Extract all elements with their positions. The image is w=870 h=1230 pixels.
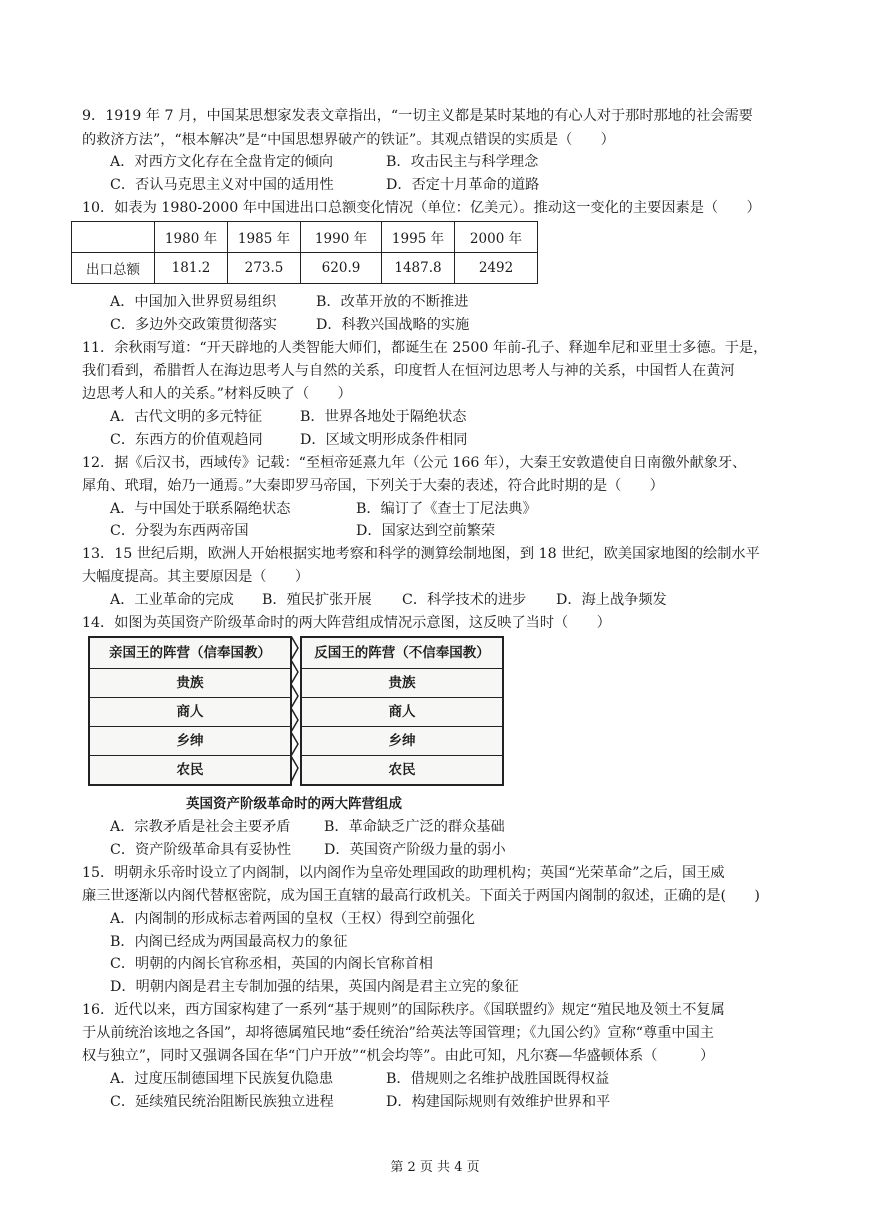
q14-option-c: C．资产阶级革命具有妥协性: [110, 842, 292, 858]
table-year-cell: 2000 年: [455, 222, 538, 253]
q11-option-a: A．古代文明的多元特征: [110, 409, 263, 425]
table-value-cell: 273.5: [228, 253, 301, 284]
q15-stem-line2: 廉三世逐渐以内阁代替枢密院，成为国王直辖的最高行政机关。下面关于两国内阁制的叙述，正确的是( ): [82, 888, 760, 904]
q15-option-a: A．内阁制的形成标志着两国的皇权（王权）得到空前强化: [110, 911, 475, 927]
camp-row-nobility: 贵族: [302, 669, 502, 698]
q9-option-b: B．攻击民主与科学理念: [386, 154, 539, 170]
q14-option-b: B．革命缺乏广泛的群众基础: [324, 819, 505, 835]
q13-option-b: B．殖民扩张开展: [262, 592, 372, 608]
camp-row-gentry: 乡绅: [90, 727, 290, 756]
q11-option-c: C．东西方的价值观趋同: [110, 432, 263, 448]
table-year-cell: 1990 年: [301, 222, 382, 253]
q10-option-c: C．多边外交政策贯彻落实: [110, 317, 277, 333]
parliament-camp-header: 反国王的阵营（不信奉国教）: [302, 638, 502, 669]
q16-stem-line3: 权与独立”，同时又强调各国在华“门户开放”“机会均等”。由此可知，凡尔赛—华盛顿体系（ ）: [82, 1048, 715, 1064]
q16-option-d: D．构建国际规则有效维护世界和平: [386, 1094, 611, 1110]
camp-row-merchants: 商人: [302, 698, 502, 727]
q9-stem-line2: 的救济方法”，“根本解决”是“中国思想界破产的铁证”。其观点错误的实质是（ ）: [82, 132, 615, 148]
q13-option-c: C．科学技术的进步: [402, 592, 527, 608]
royalist-camp-header: 亲国王的阵营（信奉国教）: [90, 638, 290, 669]
q12-option-a: A．与中国处于联系隔绝状态: [110, 501, 291, 517]
q15-option-b: B．内阁已经成为两国最高权力的象征: [110, 934, 348, 950]
table-value-cell: 181.2: [155, 253, 228, 284]
q16-stem-line1: 16．近代以来，西方国家构建了一系列“基于规则”的国际秩序。《国联盟约》规定“殖民地及领土不复属: [82, 1002, 725, 1018]
q13-stem-line1: 13．15 世纪后期，欧洲人开始根据实地考察和科学的测算绘制地图，到 18 世纪，欧美国家地图的绘制水平: [82, 546, 760, 562]
parliament-camp-column: [300, 636, 504, 786]
q16-option-b: B．借规则之名维护战胜国既得权益: [386, 1071, 610, 1087]
diagram-caption: 英国资产阶级革命时的两大阵营组成: [186, 796, 402, 812]
q9-option-d: D．否定十月革命的道路: [386, 177, 540, 193]
q10-option-a: A．中国加入世界贸易组织: [110, 294, 277, 310]
q14-option-d: D．英国资产阶级力量的弱小: [324, 842, 506, 858]
q9-stem-line1: 9．1919 年 7 月，中国某思想家发表文章指出，“一切主义都是某时某地的有心人对于那时那地的社会需要: [82, 108, 753, 124]
q11-option-d: D．区域文明形成条件相同: [300, 432, 468, 448]
q13-option-d: D．海上战争频发: [556, 592, 667, 608]
camp-row-gentry: 乡绅: [302, 727, 502, 756]
q12-stem-line1: 12．据《后汉书，西域传》记载：“至桓帝延熹九年（公元 166 年），大秦王安敦遣使自日南徼外献象牙、: [82, 455, 747, 471]
q15-stem-line1: 15．明朝永乐帝时设立了内阁制，以内阁作为皇帝处理国政的助理机构；英国“光荣革命”之后，国王威: [82, 865, 725, 881]
table-year-cell: 1980 年: [155, 222, 228, 253]
camp-row-nobility: 贵族: [90, 669, 290, 698]
q12-stem-line2: 犀角、玳瑁，始乃一通焉。”大秦即罗马帝国，下列关于大秦的表述，符合此时期的是（ ）: [82, 478, 664, 494]
camp-row-peasants: 农民: [176, 762, 204, 778]
q16-stem-line2: 于从前统治该地之各国”，却将德属殖民地“委任统治”给英法等国管理；《九国公约》宣称“尊重中国主: [82, 1025, 714, 1041]
q15-option-d: D．明朝内阁是君主专制加强的结果，英国内阁是君主立宪的象征: [110, 979, 519, 995]
q11-stem-line3: 边思考人和人的关系。”材料反映了（ ）: [82, 386, 352, 402]
camps-diagram: [88, 636, 518, 812]
table-year-cell: 1985 年: [228, 222, 301, 253]
q13-option-a: A．工业革命的完成: [110, 592, 234, 608]
q12-option-c: C．分裂为东西两帝国: [110, 523, 249, 539]
table-value-cell: 620.9: [301, 253, 382, 284]
q12-option-d: D．国家达到空前繁荣: [356, 523, 496, 539]
q16-option-a: A．过度压制德国埋下民族复仇隐患: [110, 1071, 334, 1087]
royalist-camp-column: [88, 636, 292, 786]
table-value-cell: 1487.8: [382, 253, 455, 284]
q13-stem-line2: 大幅度提高。其主要原因是（ ）: [82, 569, 310, 585]
page-number-footer: 第 2 页 共 4 页: [390, 1160, 480, 1175]
table-header-row: [72, 222, 538, 253]
q11-stem-line1: 11．余秋雨写道：“开天辟地的人类智能大师们，都诞生在 2500 年前-孔子、释迦牟尼和亚里士多德。于是，: [82, 340, 768, 356]
q14-option-a: A．宗教矛盾是社会主要矛盾: [110, 819, 291, 835]
q9-option-c: C．否认马克思主义对中国的适用性: [110, 177, 334, 193]
table-value-cell: 2492: [455, 253, 538, 284]
table-corner-cell: [72, 222, 155, 253]
table-row-label: 出口总额: [72, 253, 155, 284]
table-row: [72, 253, 538, 284]
q11-stem-line2: 我们看到，希腊哲人在海边思考人与自然的关系，印度哲人在恒河边思考人与神的关系，中国哲人在黄河: [82, 363, 735, 379]
table-year-cell: 1995 年: [382, 222, 455, 253]
q14-stem-line1: 14．如图为英国资产阶级革命时的两大阵营组成情况示意图，这反映了当时（ ）: [82, 615, 611, 631]
q10-option-b: B．改革开放的不断推进: [316, 294, 469, 310]
camp-row-merchants: 商人: [90, 698, 290, 727]
q12-option-b: B．编订了《查士丁尼法典》: [356, 501, 537, 517]
camp-row-peasants: 农民: [388, 762, 416, 778]
export-table: [71, 221, 538, 284]
q16-option-c: C．延续殖民统治阻断民族独立进程: [110, 1094, 334, 1110]
q15-option-c: C．明朝的内阁长官称丞相，英国的内阁长官称首相: [110, 956, 433, 972]
q10-option-d: D．科教兴国战略的实施: [316, 317, 470, 333]
q9-option-a: A．对西方文化存在全盘肯定的倾向: [110, 154, 334, 170]
q11-option-b: B．世界各地处于隔绝状态: [300, 409, 467, 425]
q10-stem-line1: 10．如表为 1980-2000 年中国进出口总额变化情况（单位：亿美元）。推动这一变化的主要因素是（ ）: [82, 200, 761, 216]
